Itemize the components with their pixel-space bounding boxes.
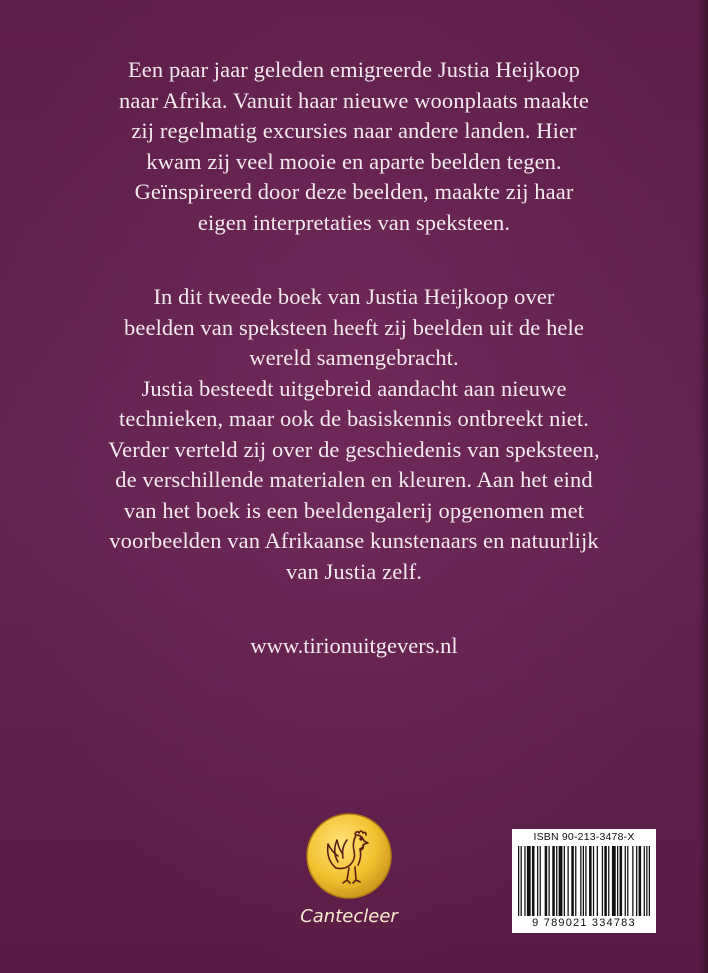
blurb-line: technieken, maar ook de basiskennis ontbreekt niet. bbox=[119, 406, 589, 431]
blurb-line: van Justia zelf. bbox=[286, 558, 422, 584]
blurb-line: voorbeelden van Afrikaanse kunstenaars en natuurlijk bbox=[109, 528, 599, 553]
blurb-line: Geïnspireerd door deze beelden, maakte zij haar bbox=[134, 179, 574, 204]
blurb-line: Justia besteedt uitgebreid aandacht aan nieuwe bbox=[141, 375, 567, 401]
publisher-website: www.tirionuitgevers.nl bbox=[250, 633, 458, 658]
blurb-line: beelden van speksteen heeft zij beelden uit de hele bbox=[124, 314, 584, 340]
blurb-line: In dit tweede boek van Justia Heijkoop over bbox=[153, 284, 555, 309]
blurb-paragraph-2 bbox=[0, 282, 708, 587]
barcode bbox=[512, 829, 656, 933]
blurb-line: Een paar jaar geleden emigreerde Justia Heijkoop bbox=[127, 57, 581, 82]
blurb-line: wereld samengebracht. bbox=[249, 345, 459, 370]
ean-number: 9 789021 334783 bbox=[532, 917, 636, 929]
blurb-line: zij regelmatig excursies naar andere landen. Hier bbox=[131, 118, 577, 143]
blurb-line: Verder verteld zij over de geschiedenis van speksteen, bbox=[108, 436, 600, 462]
publisher-name: Cantecleer bbox=[300, 906, 398, 927]
blurb-line: van het boek is een beeldengalerij opgenomen met bbox=[123, 497, 585, 523]
isbn-number: ISBN 90-213-3478-X bbox=[533, 831, 635, 843]
rooster-icon bbox=[305, 812, 393, 900]
blurb-line: naar Afrika. Vanuit haar nieuwe woonplaats maakte bbox=[119, 87, 589, 113]
blurb-line: kwam zij veel mooie en aparte beelden tegen. bbox=[146, 148, 562, 174]
blurb-line: eigen interpretaties van speksteen. bbox=[197, 209, 511, 235]
blurb-line: de verschillende materialen en kleuren. Aan het eind bbox=[115, 467, 593, 492]
blurb-paragraph-1 bbox=[0, 55, 708, 238]
barcode-bars bbox=[518, 846, 650, 916]
